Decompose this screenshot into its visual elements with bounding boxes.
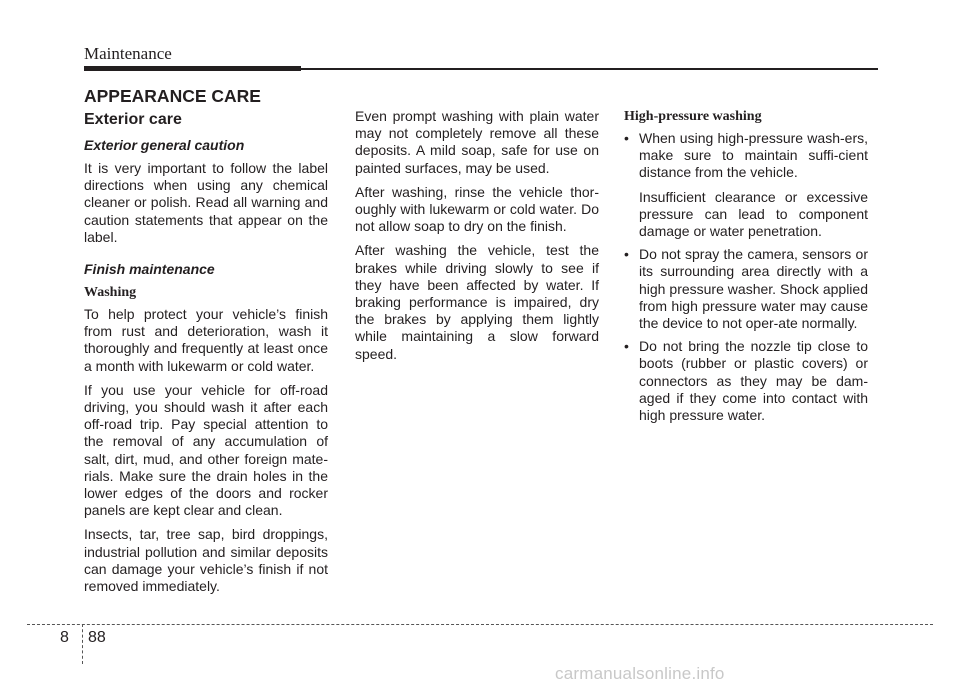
header-rule-thick (84, 66, 301, 71)
subheading-finish-maintenance: Finish maintenance (84, 261, 215, 278)
paragraph: If you use your vehicle for off-road driving, you should wash it after each off-road trip. Pay special attention to the removal of any accumulation of salt, dirt, mud, and other foreign mate-rials. Make sure the drain holes in the lower edges of the doors and rocker panels are kept clear and clean. (84, 381, 328, 519)
list-item-text: When using high-pressure wash-ers, make sure to maintain suffi-cient distance from the vehicle. (639, 130, 868, 181)
heading-exterior-care: Exterior care (84, 111, 182, 128)
running-header: Maintenance (84, 44, 172, 63)
list-item-text: Insufficient clearance or excessive pressure can lead to component damage or water penetration. (639, 188, 868, 240)
section-title: APPEARANCE CARE (84, 86, 261, 106)
list-item (624, 246, 868, 332)
footer-divider (82, 624, 83, 664)
subheading-general-caution: Exterior general caution (84, 137, 245, 153)
paragraph: After washing, rinse the vehicle thor-oughly with lukewarm or cold water. Do not allow soap to dry on the finish. (355, 183, 599, 235)
paragraph: It is very important to follow the label directions when using any chemical cleaner or polish. Read all warning and caution statements that appear on the label. (84, 160, 328, 245)
page-number: 88 (88, 629, 106, 646)
list-item (624, 338, 868, 424)
column-middle (355, 108, 599, 370)
paragraph: To help protect your vehicle’s finish from rust and deterioration, wash it thoroughly and frequently at least once a month with lukewarm or cold water. (84, 306, 328, 374)
bullet-icon: • (624, 130, 629, 146)
list-item (624, 130, 868, 240)
list-item-text: Do not bring the nozzle tip close to boots (rubber or plastic covers) or connectors as they may be dam-aged if they come into contact with high pressure water. (639, 338, 868, 424)
subheading-washing: Washing (84, 285, 137, 301)
chapter-number: 8 (60, 629, 69, 646)
paragraph: After washing the vehicle, test the brakes while driving slowly to see if they have been affected by water. If braking performance is impaired, dry the brakes by applying them lightly while maintaining a slow forward speed. (355, 242, 599, 362)
header-rule-thin (301, 68, 878, 70)
column-left (84, 110, 328, 602)
list-item-text: Do not spray the camera, sensors or its surrounding area directly with a high pressure washer. Shock applied from high pressure water may cause the device to not oper-ate normally. (639, 246, 868, 332)
subheading-high-pressure-washing: High-pressure washing (624, 109, 762, 124)
paragraph: Even prompt washing with plain water may not completely remove all these deposits. A mild soap, safe for use on painted surfaces, may be used. (355, 108, 599, 176)
watermark: carmanualsonline.info (555, 664, 725, 683)
bullet-list (624, 130, 868, 424)
bullet-icon: • (624, 338, 629, 355)
column-right (624, 108, 868, 430)
footer-rule (27, 624, 933, 625)
bullet-icon: • (624, 246, 629, 263)
paragraph: Insects, tar, tree sap, bird droppings, industrial pollution and similar deposits can damage your vehicle’s finish if not removed immediately. (84, 526, 328, 595)
